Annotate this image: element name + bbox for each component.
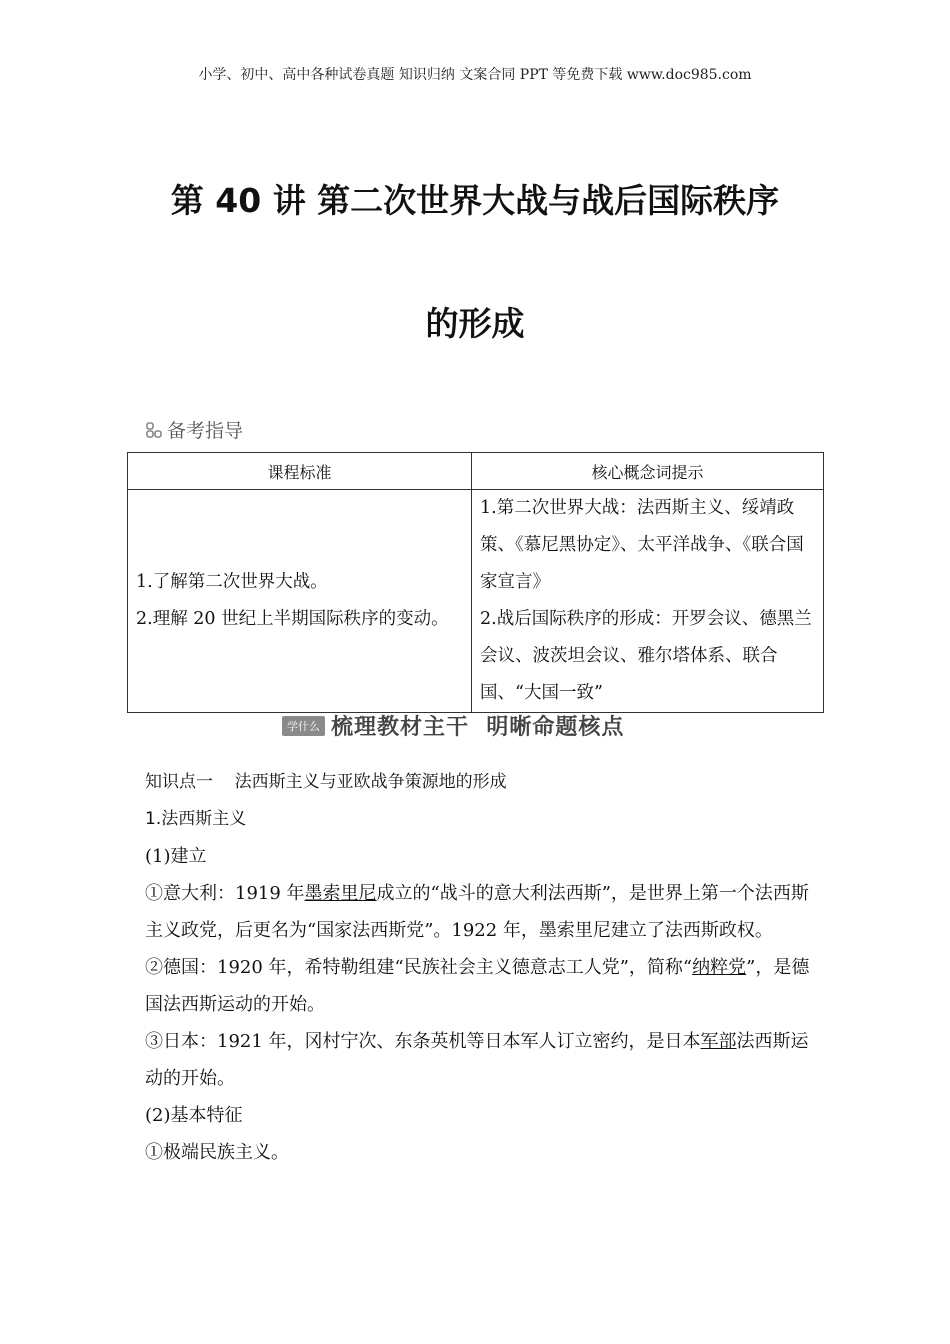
- underlined-term: 纳粹党: [692, 957, 747, 978]
- subsection-heading: (1)建立: [145, 846, 207, 867]
- paragraph-feature: ①极端民族主义。: [145, 1142, 289, 1163]
- main-content: [145, 764, 810, 1171]
- section-banner: [282, 710, 624, 741]
- col-header-standard: 课程标准: [128, 453, 472, 490]
- curriculum-table: [127, 452, 824, 713]
- subsection-heading: (2)基本特征: [145, 1105, 243, 1126]
- section-heading: 1.法西斯主义: [145, 809, 247, 829]
- standard-item: 2.理解 20 世纪上半期国际秩序的变动。: [136, 609, 449, 629]
- text-run: ①意大利：1919 年: [145, 883, 305, 904]
- concept-item: 1.第二次世界大战：法西斯主义、绥靖政策、《慕尼黑协定》、太平洋战争、《联合国家宣言》: [480, 498, 804, 592]
- paragraph-germany: [145, 949, 810, 1023]
- col-header-concepts: 核心概念词提示: [472, 453, 824, 490]
- text-run: 成立的“战斗的意大利法西斯”，是世界上第一个法西斯主义政党，后更名为“国家法西斯党”。1922 年，墨索里尼建立了法西斯政权。: [145, 883, 809, 941]
- page-header: 小学、初中、高中各种试卷真题 知识归纳 文案合同 PPT 等免费下载 www.doc985.com: [198, 67, 752, 83]
- concepts-cell: [472, 490, 824, 713]
- guide-label: 备考指导: [167, 420, 244, 442]
- knowledge-point-heading: 知识点一 法西斯主义与亚欧战争策源地的形成: [145, 772, 507, 792]
- lesson-title-line-2: 的形成: [425, 304, 525, 343]
- text-run: 法西斯运动的开始。: [145, 1031, 809, 1089]
- concept-item: 2.战后国际秩序的形成：开罗会议、德黑兰会议、波茨坦会议、雅尔塔体系、联合国、“大国一致”: [480, 609, 812, 703]
- exam-guide-heading: [145, 416, 243, 443]
- underlined-term: 军部: [700, 1031, 737, 1052]
- banner-tag: 学什么: [282, 716, 325, 736]
- paragraph-japan: [145, 1023, 810, 1097]
- text-run: ②德国：1920 年，希特勒组建“民族社会主义德意志工人党”，简称“: [145, 957, 693, 978]
- table-header-row: [128, 453, 824, 490]
- guide-icon: [145, 421, 163, 439]
- paragraph-italy: [145, 875, 810, 949]
- banner-text: 梳理教材主干 明晰命题核点: [331, 715, 625, 740]
- text-run: ③日本：1921 年，冈村宁次、东条英机等日本军人订立密约，是日本: [145, 1031, 701, 1052]
- table-row: [128, 490, 824, 713]
- underlined-term: 墨索里尼: [304, 883, 377, 904]
- text-run: ”，是德国法西斯运动的开始。: [145, 957, 810, 1015]
- lesson-title-line-1: 第 40 讲 第二次世界大战与战后国际秩序: [170, 181, 780, 220]
- standard-item: 1.了解第二次世界大战。: [136, 572, 328, 592]
- standard-cell: [128, 490, 472, 713]
